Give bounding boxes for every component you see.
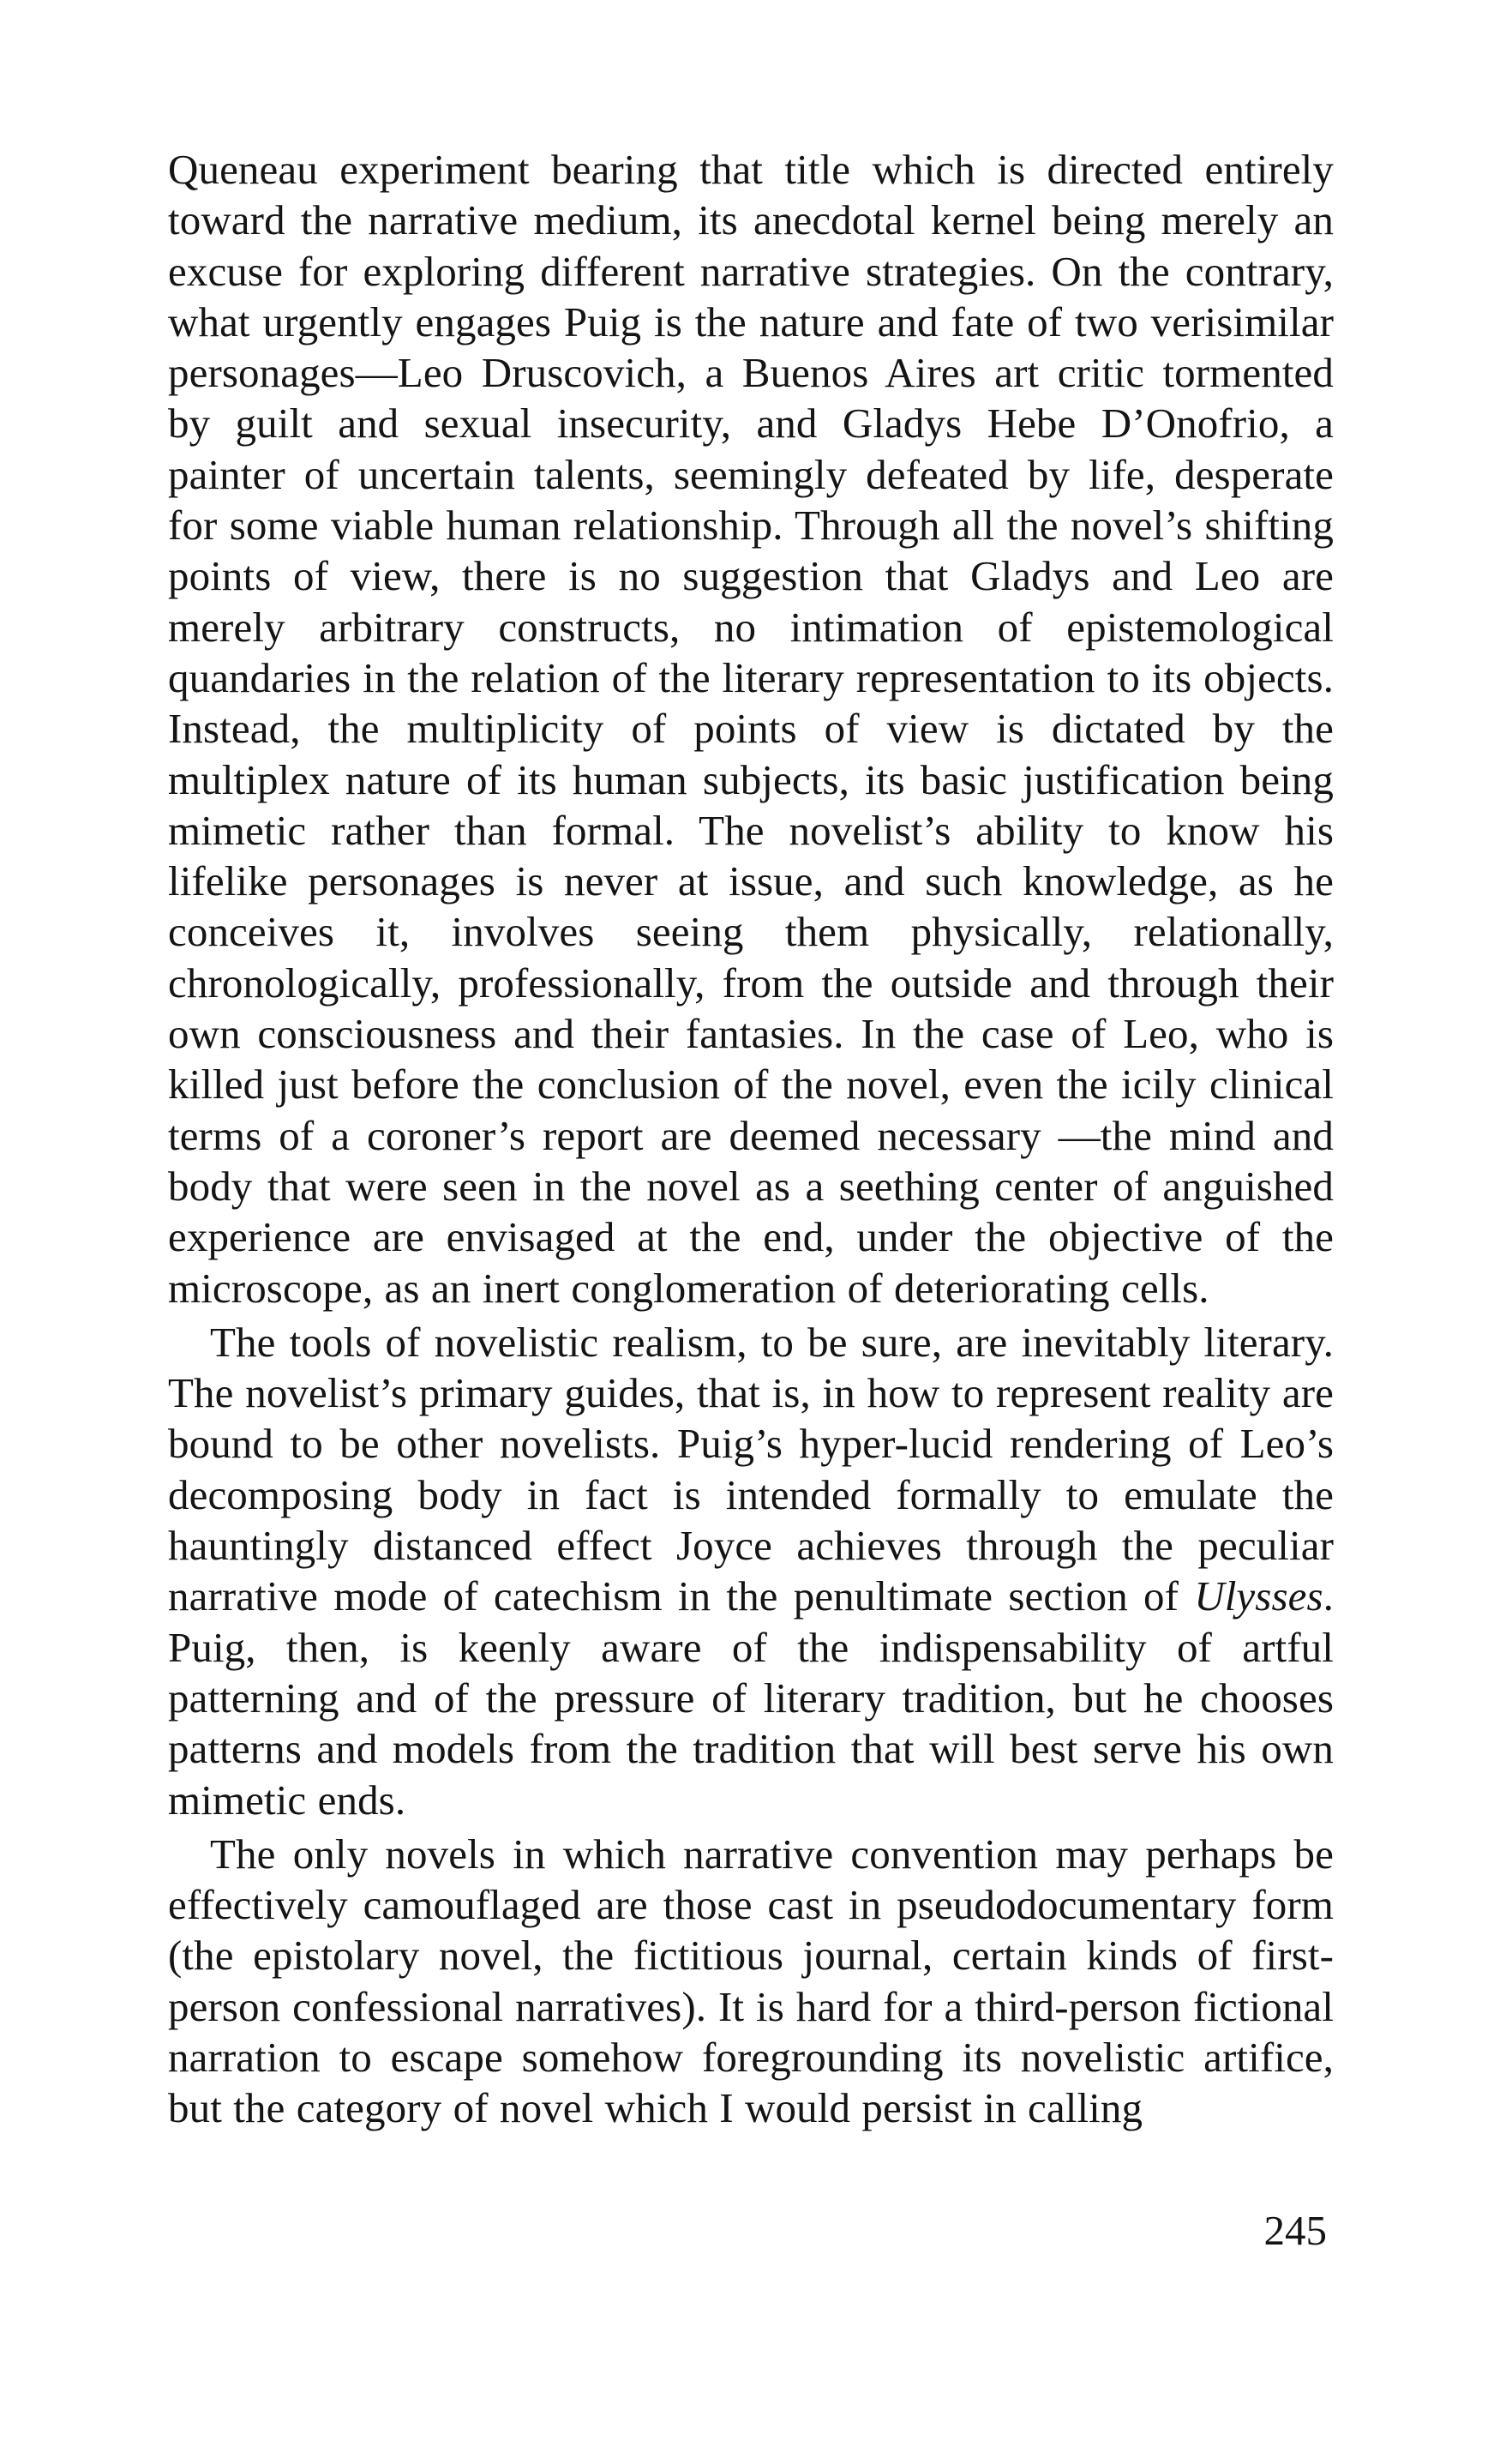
paragraph-2-text-b: . Puig, then, is keenly aware of the indispensability of artful patterning and of the pressure of literary tradition, but he chooses patterns and models from the tradition that will best serve his own mimetic ends. <box>168 1572 1334 1824</box>
body-text <box>168 144 1334 2134</box>
paragraph-1: Queneau experiment bearing that title which is directed entirely toward the narrative medium, its anecdotal kernel being merely an excuse for exploring different narrative strategies. On the contrary, what urgently engages Puig is the nature and fate of two verisimilar personages—Leo Druscovich, a Buenos Aires art critic tormented by guilt and sexual insecurity, and Gladys Hebe D’Onofrio, a painter of uncertain talents, seemingly defeated by life, desperate for some viable human relationship. Through all the novel’s shifting points of view, there is no suggestion that Gladys and Leo are merely arbitrary constructs, no intimation of epistemological quandaries in the relation of the literary representation to its objects. Instead, the multiplicity of points of view is dictated by the multiplex nature of its human subjects, its basic justification being mimetic rather than formal. The novelist’s ability to know his lifelike personages is never at issue, and such knowledge, as he conceives it, involves seeing them physically, relationally, chronologically, professionally, from the outside and through their own consciousness and their fantasies. In the case of Leo, who is killed just before the conclusion of the novel, even the icily clinical terms of a coroner’s report are deemed necessary —the mind and body that were seen in the novel as a seething center of anguished experience are envisaged at the end, under the objective of the microscope, as an inert conglomeration of deteriorating cells. <box>168 146 1334 1312</box>
paragraph-2-italic-title: Ulysses <box>1194 1572 1323 1620</box>
paragraph-3: The only novels in which narrative convention may perhaps be effectively camouflaged are those cast in pseudodocumentary form (the epistolary novel, the fictitious journal, certain kinds of first-person confessional narratives). It is hard for a third-person fictional narration to escape somehow foregrounding its novelistic artifice, but the category of novel which I would persist in calling <box>168 1830 1334 2132</box>
page-number: 245 <box>1263 2207 1327 2254</box>
paragraph-2-text-a: The tools of novelistic realism, to be sure, are inevitably literary. The novelist’s primary guides, that is, in how to represent reality are bound to be other novelists. Puig’s hyper-lucid rendering of Leo’s decomposing body in fact is intended formally to emulate the hauntingly distanced effect Joyce achieves through the peculiar narrative mode of catechism in the penultimate section of <box>168 1318 1334 1620</box>
paragraph-2 <box>168 1317 1334 1825</box>
